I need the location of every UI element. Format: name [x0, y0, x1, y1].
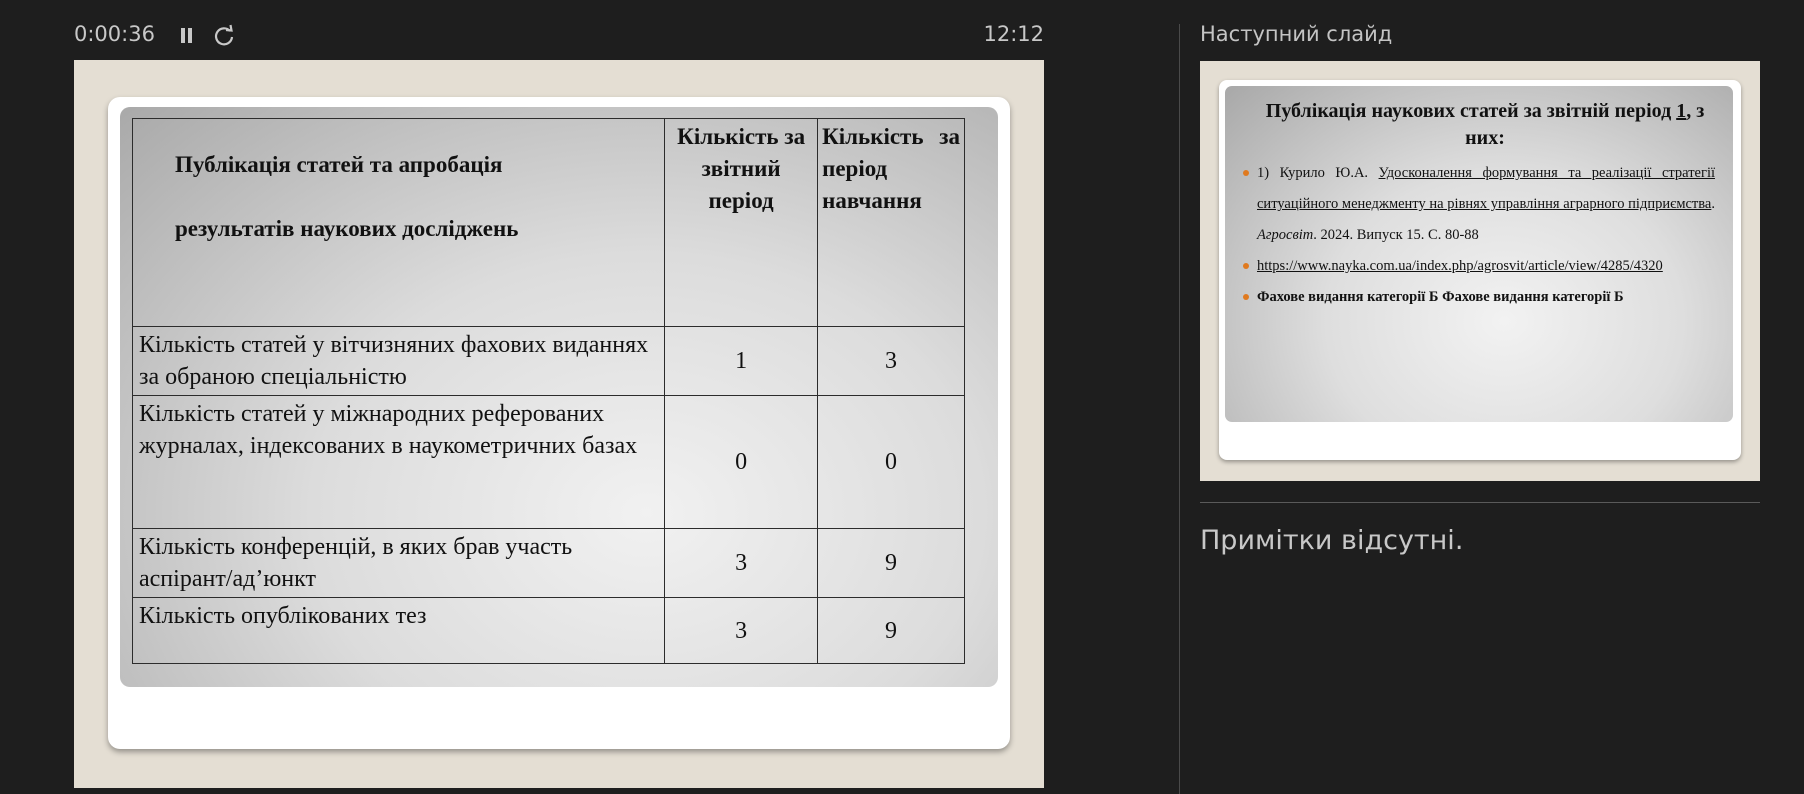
- table-row: [133, 529, 965, 598]
- notes-divider: [1200, 502, 1760, 503]
- row-label: Кількість опублікованих тез: [133, 598, 665, 664]
- current-slide-frame[interactable]: [74, 60, 1044, 788]
- row-period: 3: [665, 529, 818, 598]
- panel-divider[interactable]: [1179, 24, 1180, 794]
- row-period: 0: [665, 396, 818, 529]
- row-study: 0: [818, 396, 965, 529]
- bullet1-link: Удосконалення формування та реалізації стратегії ситуаційного менеджменту на рівнях управління аграрного підприємства: [1257, 165, 1715, 212]
- header-title-line1: Публікація статей та апробація: [175, 152, 503, 177]
- row-label: Кількість конференцій, в яких брав участь аспірант/ад’юнкт: [133, 529, 665, 598]
- bullet1-suffix: . 2024. Випуск 15. С. 80-88: [1313, 227, 1479, 243]
- table-row: [133, 396, 965, 529]
- presenter-toolbar: [74, 20, 1044, 52]
- table-header-title: [133, 119, 665, 327]
- row-label: Кількість статей у міжнародних реферованих журналах, індексованих в наукометричних базах: [133, 396, 665, 529]
- next-slide-preview[interactable]: [1200, 61, 1760, 481]
- row-study: 9: [818, 529, 965, 598]
- header-title-line2: результатів наукових досліджень: [175, 216, 519, 242]
- next-slide-bullets: [1243, 158, 1715, 313]
- next-slide-title: [1265, 98, 1705, 152]
- next-title-number: 1: [1676, 100, 1687, 122]
- next-slide-label: Наступний слайд: [1200, 22, 1393, 46]
- header-study: Кількість за період навчання: [818, 119, 965, 327]
- row-period: 1: [665, 327, 818, 396]
- table-header-row: [133, 119, 965, 327]
- table-row: [133, 327, 965, 396]
- speaker-notes: Примітки відсутні.: [1200, 525, 1464, 556]
- row-study: 3: [818, 327, 965, 396]
- bullet3-text: Фахове видання категорії Б Фахове видання категорії Б: [1257, 289, 1624, 305]
- publication-table: [132, 118, 965, 664]
- restart-timer-button[interactable]: [208, 20, 240, 52]
- bullet1-journal: Агросвіт: [1257, 227, 1314, 243]
- slide-content-area: [120, 107, 998, 687]
- elapsed-timer: 0:00:36: [74, 22, 155, 46]
- row-period: 3: [665, 598, 818, 664]
- next-slide-content: [1225, 86, 1733, 422]
- bullet1-sep: .: [1711, 196, 1715, 212]
- next-title-part1: Публікація наукових статей за звітній період: [1265, 100, 1677, 122]
- clock: 12:12: [983, 22, 1044, 46]
- current-slide: [108, 97, 1010, 749]
- next-slide: [1219, 80, 1741, 460]
- bullet1-prefix: 1) Курило Ю.А.: [1257, 165, 1379, 181]
- row-label: Кількість статей у вітчизняних фахових виданнях за обраною спеціальністю: [133, 327, 665, 396]
- list-item: [1243, 282, 1715, 313]
- next-title-part2: , з них:: [1465, 100, 1705, 149]
- list-item: [1243, 158, 1715, 251]
- pause-button[interactable]: [172, 20, 200, 52]
- header-period: Кількість за звітний період: [665, 119, 818, 327]
- row-study: 9: [818, 598, 965, 664]
- bullet2-url: https://www.nayka.com.ua/index.php/agrosvit/article/view/4285/4320: [1257, 258, 1663, 274]
- table-row: [133, 598, 965, 664]
- restart-icon: [208, 20, 240, 52]
- list-item: [1243, 251, 1715, 282]
